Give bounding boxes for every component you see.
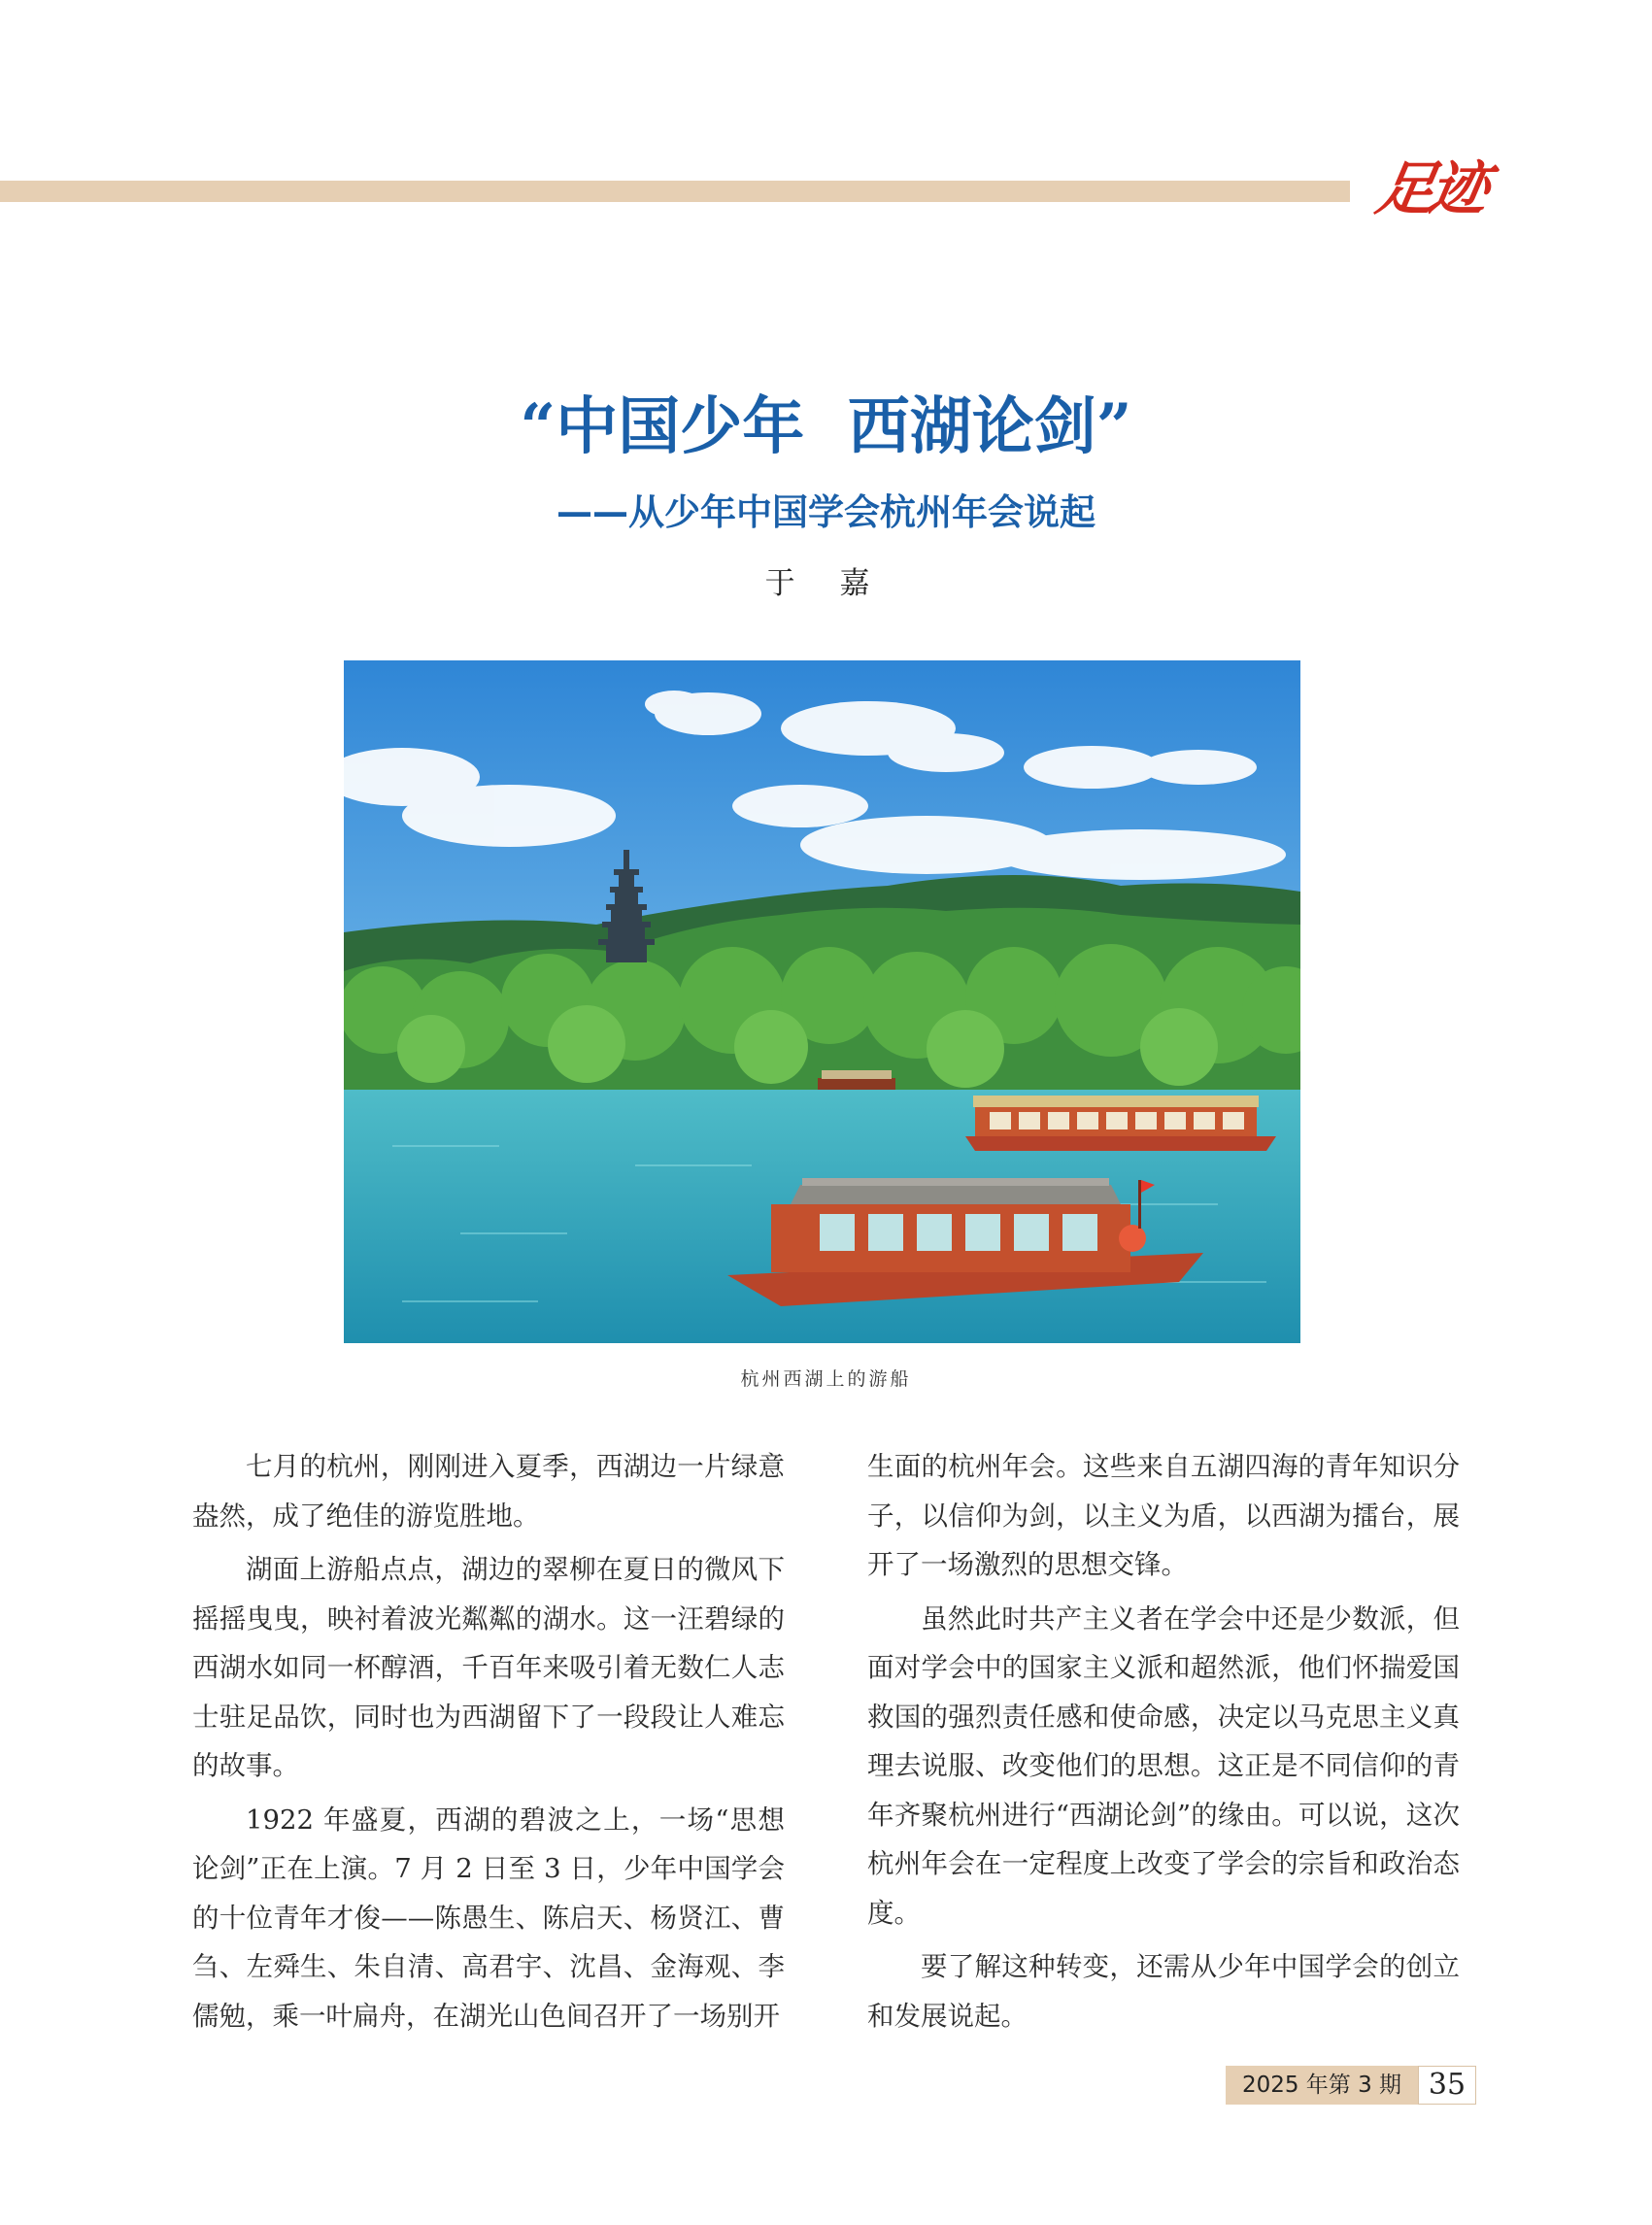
- article-subtitle: ——从少年中国学会杭州年会说起: [556, 491, 1096, 533]
- header-bar: [0, 181, 1350, 202]
- paragraph-continuation: 生面的杭州年会。这些来自五湖四海的青年知识分子，以信仰为剑，以主义为盾，以西湖为擂台，展开了一场激烈的思想交锋。: [867, 1451, 1460, 1580]
- article-author: 于 嘉: [764, 566, 888, 601]
- paragraph: 七月的杭州，刚刚进入夏季，西湖边一片绿意盎然，成了绝佳的游览胜地。: [192, 1451, 785, 1532]
- paragraph: 要了解这种转变，还需从少年中国学会的创立和发展说起。: [867, 1951, 1460, 2032]
- page-number: 35: [1418, 2066, 1476, 2105]
- image-caption: 杭州西湖上的游船: [740, 1368, 912, 1390]
- paragraph: 湖面上游船点点，湖边的翠柳在夏日的微风下摇摇曳曳，映衬着波光粼粼的湖水。这一汪碧绿的西湖水如同一杯醇酒，千百年来吸引着无数仁人志士驻足品饮，同时也为西湖留下了一段段让人难忘的故事。: [192, 1554, 785, 1781]
- issue-label: 2025 年第 3 期: [1226, 2066, 1418, 2105]
- paragraph: 1922 年盛夏，西湖的碧波之上，一场“思想论剑”正在上演。7 月 2 日至 3 日，少年中国学会的十位青年才俊——陈愚生、陈启天、杨贤江、曹刍、左舜生、朱自清、高君宇、沈昌、金海观、李儒勉，乘一叶扁舟，在湖光山色间召开了一场别开: [192, 1804, 785, 2032]
- paragraph: 虽然此时共产主义者在学会中还是少数派，但面对学会中的国家主义派和超然派，他们怀揣爱国救国的强烈责任感和使命感，决定以马克思主义真理去说服、改变他们的思想。这正是不同信仰的青年齐聚杭州进行“西湖论剑”的缘由。可以说，这次杭州年会在一定程度上改变了学会的宗旨和政治态度。: [867, 1602, 1460, 1929]
- section-logo: 足迹: [1370, 155, 1489, 223]
- article-title: “中国少年 西湖论剑”: [520, 390, 1132, 463]
- body-right-column: [867, 1442, 1460, 2045]
- body-left-column: [192, 1442, 785, 2045]
- west-lake-photo: [344, 660, 1300, 1343]
